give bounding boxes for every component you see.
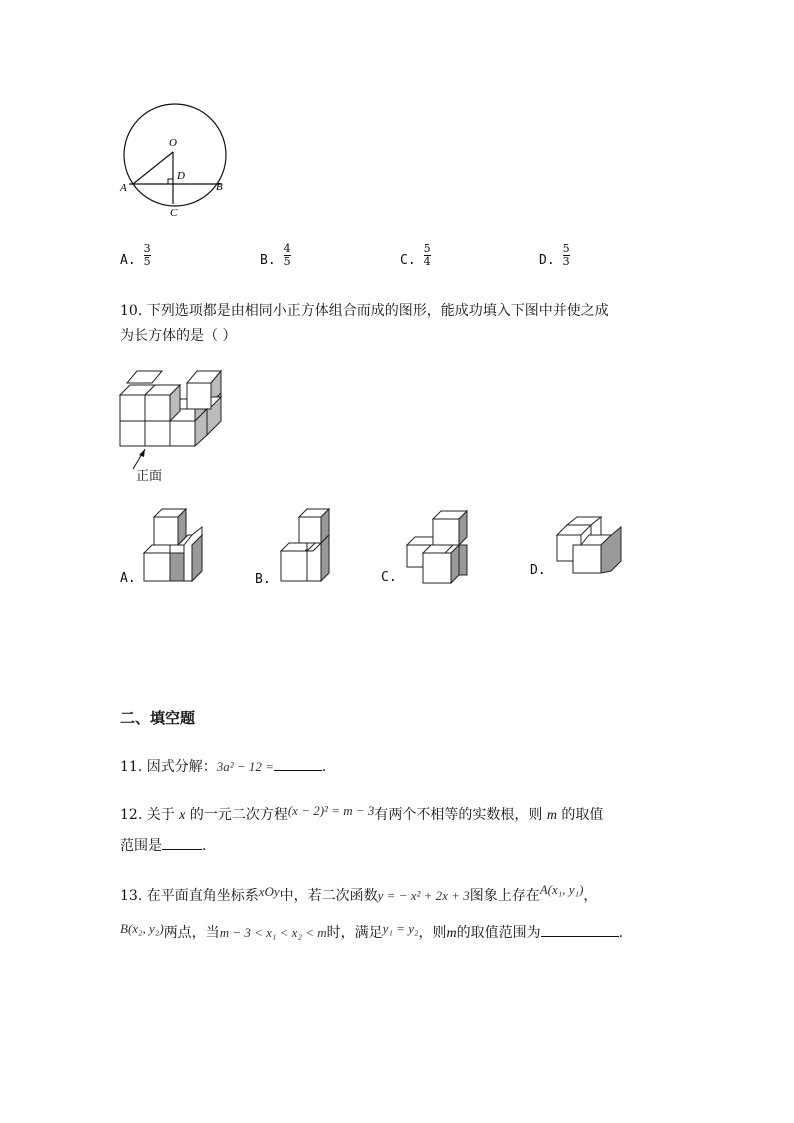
q10-option-b-figure — [277, 505, 337, 585]
right-angle-mark — [168, 179, 173, 184]
q12-text-1: 12. 关于 — [120, 807, 175, 823]
option-letter: A. — [120, 253, 136, 268]
q12-text-6: . — [202, 838, 207, 854]
q13-xoy: xOy — [258, 884, 280, 899]
q12-text-3: 有两个不相等的实数根，则 — [374, 807, 543, 823]
fraction: $\frac{3}{5}$ — [143, 242, 151, 268]
q13-text-4: 两点，当 — [163, 925, 220, 941]
q12-var-m: m — [546, 808, 557, 823]
option-letter: C. — [400, 253, 416, 268]
q9-circle-figure — [115, 100, 235, 225]
option-letter: D. — [539, 253, 555, 268]
q10-option-d-figure — [553, 515, 625, 580]
q9-option-a[interactable] — [120, 243, 151, 268]
q13-var-m: m — [446, 926, 457, 941]
q13-text-3: 图象上存在 — [469, 888, 540, 904]
q11-prefix: 11. 因式分解： — [120, 759, 217, 775]
q13-end: . — [618, 925, 624, 941]
q13-line1 — [120, 882, 597, 905]
q13-point-b: B(x₂, y₂) — [120, 921, 164, 936]
q10-option-d-label[interactable]: D. — [530, 563, 546, 578]
fraction: $\frac{5}{4}$ — [423, 242, 431, 268]
q11-suffix: . — [321, 759, 327, 775]
q10-option-b-label[interactable]: B. — [255, 572, 271, 587]
q13-condition: m − 3 < x₁ < x₂ < m — [219, 925, 327, 940]
q12-line1 — [120, 803, 603, 824]
q9-option-d[interactable] — [539, 243, 570, 268]
q11-expression: 3a² − 12 = — [216, 759, 274, 774]
q13-text-2: 中，若二次函数 — [279, 888, 378, 904]
q9-option-c[interactable] — [400, 243, 431, 268]
q13-text-5: 时，满足 — [326, 925, 383, 941]
q13-point-a: A(x₁, y₁) — [539, 882, 584, 897]
q13-text-7: 的取值范围为 — [456, 925, 541, 941]
q13-text-1: 13. 在平面直角坐标系 — [120, 888, 259, 904]
label-C: C — [170, 207, 178, 219]
q10-option-a-figure — [140, 505, 205, 585]
q10-option-c-figure — [403, 507, 475, 587]
label-B: B — [216, 181, 223, 193]
q9-option-b[interactable] — [260, 243, 291, 268]
q12-var-x: x — [179, 808, 186, 823]
q12-text-5: 范围是 — [120, 838, 162, 854]
label-D: D — [177, 170, 185, 182]
label-A: A — [120, 182, 127, 194]
fraction: $\frac{4}{5}$ — [283, 242, 291, 268]
q13-text-6: ，则 — [418, 925, 447, 941]
circle-outline — [124, 104, 226, 206]
q12-answer-blank[interactable] — [162, 835, 202, 850]
arrow-head — [139, 449, 145, 457]
radius-OA — [133, 152, 173, 184]
q10-option-a-label[interactable]: A. — [120, 571, 136, 586]
q13-equality: y₁ = y₂ — [382, 921, 419, 936]
q13-function: y = − x² + 2x + 3 — [377, 888, 470, 903]
q11-answer-blank[interactable] — [274, 756, 322, 771]
label-O: O — [169, 137, 177, 149]
q12-line2 — [120, 835, 206, 855]
q12-equation: (x − 2)² = m − 3 — [287, 803, 375, 818]
option-letter: B. — [260, 253, 276, 268]
q13-comma: ， — [583, 888, 598, 904]
q11-line — [120, 756, 326, 776]
fraction: $\frac{5}{3}$ — [562, 242, 570, 268]
q10-text-line1: 10. 下列选项都是由相同小正方体组合而成的图形，能成功填入下图中并使之成 — [120, 303, 609, 319]
q10-option-c-label[interactable]: C. — [381, 570, 397, 585]
q10-text-line2: 为长方体的是（ ） — [120, 328, 237, 344]
q12-text-4: 的取值 — [561, 807, 604, 823]
q10-front-label: 正面 — [136, 469, 163, 484]
q13-line2 — [120, 921, 623, 942]
section-title: 二、填空题 — [120, 709, 196, 727]
q10-main-figure — [115, 365, 230, 485]
q13-answer-blank[interactable] — [541, 922, 619, 937]
q12-text-2: 的一元二次方程 — [189, 807, 288, 823]
